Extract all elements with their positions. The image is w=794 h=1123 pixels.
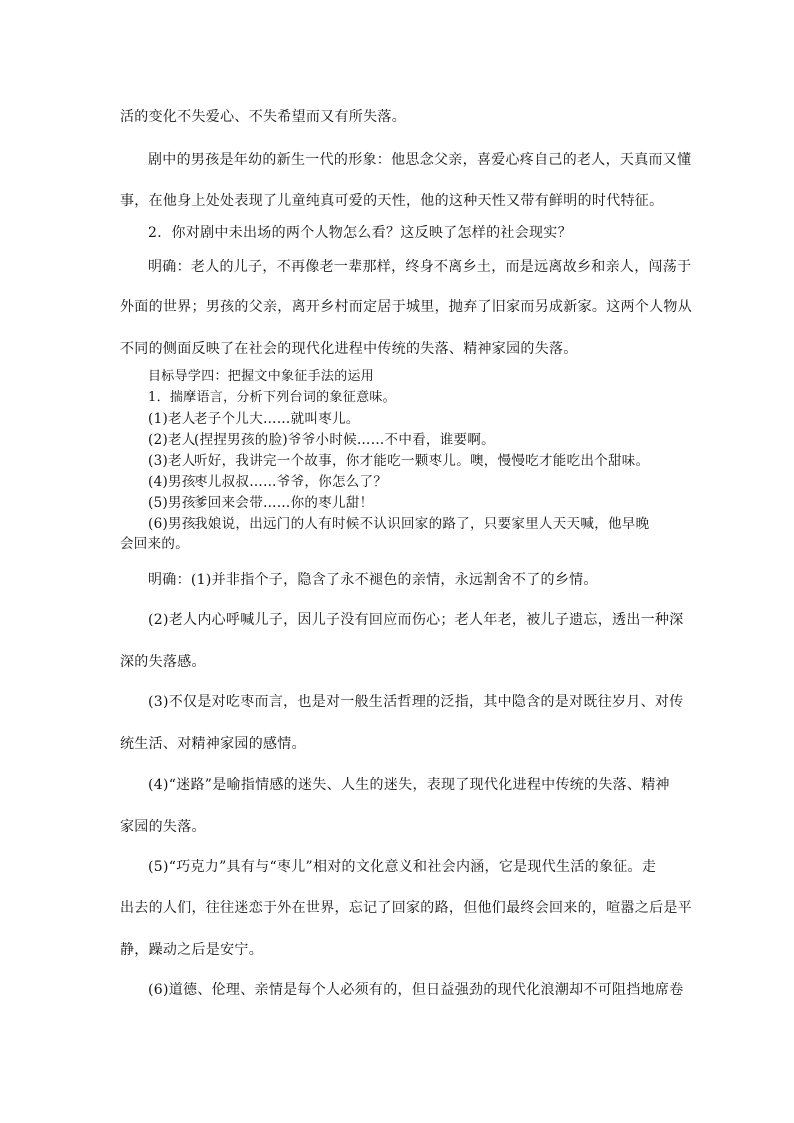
dialogue-line (148, 431, 495, 449)
paragraph-line: 统生活、对精神家园的感情。 (120, 736, 306, 752)
dialogue-text: 会回来的。 (120, 536, 189, 552)
dialogue-speaker: (4)男孩 (148, 474, 196, 490)
dialogue-text: (捏捏男孩的脸)爷爷小时候……不中看，谁要啊。 (194, 432, 495, 448)
dialogue-speaker: (2)老人 (148, 432, 196, 448)
paragraph-line: 明确：(1)并非指个子，隐含了永不褪色的亲情，永远割舍不了的乡情。 (148, 572, 598, 588)
paragraph-line: 静，躁动之后是安宁。 (120, 942, 263, 958)
paragraph-line: 事，在他身上处处表现了儿童纯真可爱的天性，他的这种天性又带有鲜明的时代特征。 (120, 193, 664, 209)
paragraph-line: 剧中的男孩是年幼的新生一代的形象：他思念父亲，喜爱心疼自己的老人，天真而又懂 (148, 152, 692, 168)
dialogue-line (148, 410, 360, 428)
paragraph-line: (6)道德、伦理、亲情是每个人必须有的，但日益强劲的现代化浪潮却不可阻挡地席卷 (148, 982, 684, 998)
dialogue-line (148, 515, 649, 533)
paragraph-line: (2)老人内心呼喊儿子，因儿子没有回应而伤心；老人年老，被儿子遗忘，透出一种深 (148, 612, 684, 628)
paragraph-line: (4)“迷路”是喻指情感的迷失、人生的迷失，表现了现代化进程中传统的失落、精神 (148, 777, 670, 793)
dialogue-speaker: (1)老人 (148, 411, 196, 427)
dialogue-line (148, 452, 649, 470)
dialogue-line (120, 535, 189, 553)
dialogue-text: 枣儿叔叔……爷爷，你怎么了？ (194, 474, 388, 490)
dialogue-text: 爹回来会带……你的枣儿甜！ (194, 495, 374, 511)
paragraph-line: 活的变化不失爱心、不失希望而又有所失落。 (120, 109, 406, 125)
paragraph-line: (3)不仅是对吃枣而言，也是对一般生活哲理的泛指，其中隐含的是对既往岁月、对传 (148, 694, 684, 710)
dialogue-text: 我娘说，出远门的人有时候不认识回家的路了，只要家里人天天喊，他早晚 (194, 516, 650, 532)
dialogue-speaker: (5)男孩 (148, 495, 196, 511)
task-line: 1．揣摩语言，分析下列台词的象征意味。 (148, 390, 396, 405)
paragraph-line: 深的失落感。 (120, 654, 206, 670)
section-heading: 目标导学四：把握文中象征手法的运用 (148, 369, 375, 384)
dialogue-text: 听好，我讲完一个故事，你才能吃一颗枣儿。噢，慢慢吃才能吃出个甜味。 (194, 453, 650, 469)
dialogue-text: 老子个儿大……就叫枣儿。 (194, 411, 360, 427)
dialogue-speaker: (6)男孩 (148, 516, 196, 532)
paragraph-line: 不同的侧面反映了在社会的现代化进程中传统的失落、精神家园的失落。 (120, 341, 578, 357)
dialogue-speaker: (3)老人 (148, 453, 196, 469)
dialogue-line (148, 473, 387, 491)
question-heading: 2．你对剧中未出场的两个人物怎么看？这反映了怎样的社会现实？ (148, 225, 572, 241)
paragraph-line: 出去的人们，往往迷恋于外在世界，忘记了回家的路，但他们最终会回来的，喧嚣之后是平 (120, 900, 692, 916)
paragraph-line: (5)“巧克力”具有与“枣儿”相对的文化意义和社会内涵，它是现代生活的象征。走 (148, 859, 657, 875)
dialogue-line (148, 494, 373, 512)
paragraph-line: 外面的世界；男孩的父亲，离开乡村而定居于城里，抛弃了旧家而另成新家。这两个人物从 (120, 299, 692, 315)
paragraph-line: 明确：老人的儿子，不再像老一辈那样，终身不离乡土，而是远离故乡和亲人，闯荡于 (148, 259, 692, 275)
paragraph-line: 家园的失落。 (120, 819, 206, 835)
